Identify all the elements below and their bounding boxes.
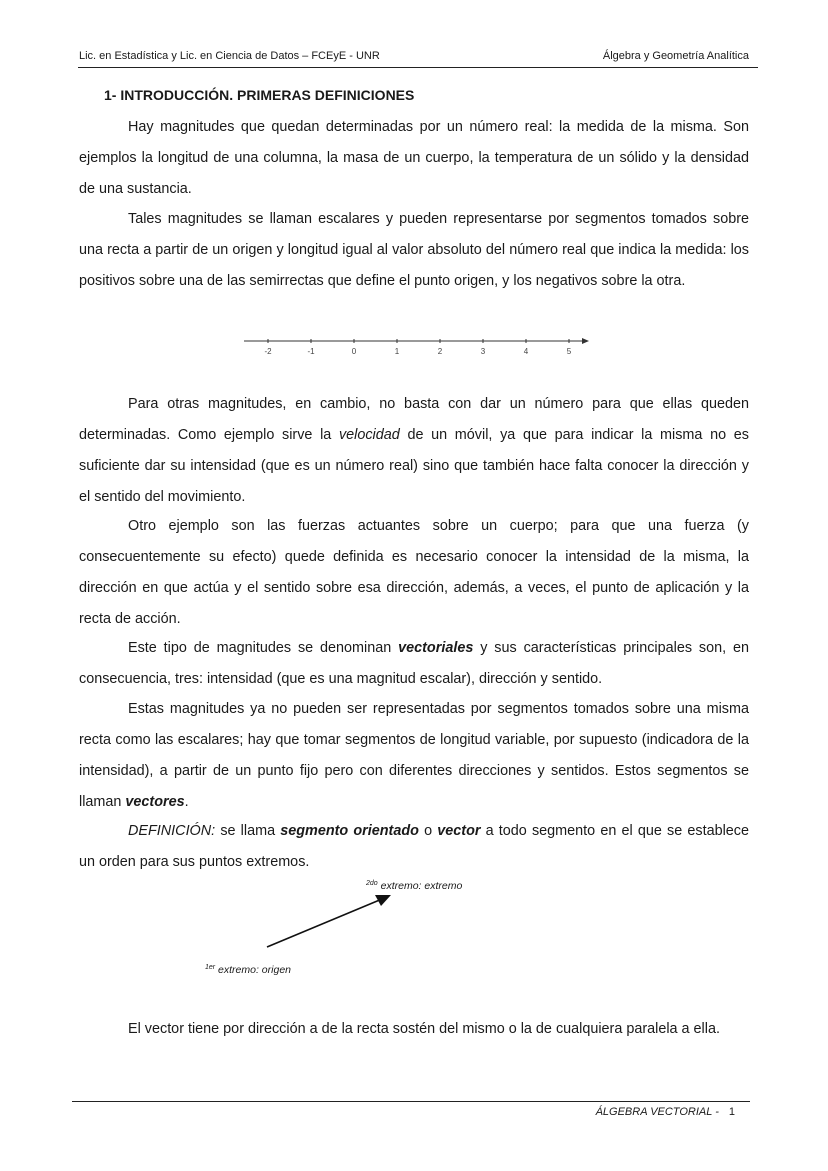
- vector-start-label-text: extremo: origen: [215, 964, 291, 976]
- paragraph-5-text-a: Este tipo de magnitudes se denominan: [128, 640, 399, 656]
- paragraph-3-text-b: de un móvil, ya que para indicar la misma no es suficiente dar su intensidad (que es un número real) sino que también hace falta conocer la dirección y el sentido del movimiento.: [79, 427, 749, 505]
- paragraph-5-text-b: y sus características principales son, en consecuencia, tres: intensidad (que es una magnitud escalar), dirección y sentido.: [79, 640, 749, 687]
- number-line-tick-label: -2: [264, 347, 272, 356]
- paragraph-definition: [79, 816, 749, 878]
- number-line-tick-label: 1: [394, 347, 400, 356]
- definition-text-c: a todo segmento en el que se establece un orden para sus puntos extremos.: [79, 823, 749, 870]
- number-line-tick-label: 4: [523, 347, 529, 356]
- header-right: Álgebra y Geometría Analítica: [602, 50, 749, 62]
- paragraph-3: [79, 389, 749, 513]
- paragraph-3-emphasis: velocidad: [338, 427, 400, 443]
- number-line-figure: [240, 333, 594, 359]
- paragraph-5: [79, 633, 749, 695]
- number-line-tick-label: -1: [307, 347, 315, 356]
- vector-segment: [267, 899, 382, 947]
- header-rule: [78, 67, 758, 68]
- number-line-tick-label: 2: [437, 347, 443, 356]
- vector-end-label-text: extremo: extremo: [377, 880, 463, 892]
- section-title: 1- INTRODUCCIÓN. PRIMERAS DEFINICIONES: [104, 87, 415, 103]
- definition-term-1: segmento orientado: [280, 823, 419, 839]
- header-left: Lic. en Estadística y Lic. en Ciencia de Datos – FCEyE - UNR: [79, 50, 380, 62]
- paragraph-2: Tales magnitudes se llaman escalares y pueden representarse por segmentos tomados sobre una recta a partir de un origen y longitud igual al valor absoluto del número real que indica la medida: los positivos sobre una de las semirrectas que define el punto origen, y los negativos sobre la otra.: [79, 211, 749, 289]
- vector-start-label-superscript: 1er: [205, 964, 216, 971]
- paragraph-6-text-b: .: [184, 794, 189, 810]
- footer-title: ÁLGEBRA VECTORIAL -: [595, 1106, 719, 1118]
- vector-end-label: [366, 880, 462, 892]
- vector-end-label-superscript: 2do: [366, 880, 378, 887]
- number-line-ticks: [264, 339, 571, 356]
- vector-start-label: [205, 964, 291, 976]
- paragraph-4: Otro ejemplo son las fuerzas actuantes sobre un cuerpo; para que una fuerza (y consecuentemente su efecto) quede definida es necesario conocer la intensidad de la misma, la dirección en que actúa y el sentido sobre esa dirección, además, a veces, el punto de aplicación y la recta de acción.: [79, 518, 749, 627]
- number-line-tick-label: 5: [566, 347, 572, 356]
- number-line-tick-label: 0: [351, 347, 357, 356]
- footer-rule: [72, 1101, 750, 1102]
- paragraph-5-emphasis: vectoriales: [398, 640, 474, 656]
- number-line-tick-label: 3: [480, 347, 486, 356]
- paragraph-1: Hay magnitudes que quedan determinadas por un número real: la medida de la misma. Son ejemplos la longitud de una columna, la masa de un cuerpo, la temperatura de un sólido y la densidad de una sustancia.: [79, 119, 749, 197]
- definition-text-a: se llama: [215, 823, 281, 839]
- definition-term-2: vector: [437, 823, 481, 839]
- running-header: [79, 50, 749, 66]
- paragraph-6-text-a: Estas magnitudes ya no pueden ser representadas por segmentos tomados sobre una misma recta como las escalares; hay que tomar segmentos de longitud variable, por supuesto (indicadora de la intensidad), a partir de un punto fijo pero con diferentes direcciones y sentidos. Estos segmentos se llaman: [79, 701, 749, 810]
- number-line-arrowhead: [582, 338, 589, 344]
- vector-arrow-figure: [260, 890, 400, 954]
- running-footer: [596, 1106, 735, 1118]
- paragraph-6: [79, 694, 749, 818]
- page-number: 1: [728, 1106, 735, 1118]
- paragraph-3-text-a: Para otras magnitudes, en cambio, no basta con dar un número para que ellas queden determinadas. Como ejemplo sirve la: [79, 396, 749, 443]
- paragraph-8: El vector tiene por dirección a de la recta sostén del mismo o la de cualquiera paralela a ella.: [128, 1021, 720, 1037]
- definition-text-b: o: [418, 823, 438, 839]
- definition-label: DEFINICIÓN:: [128, 823, 216, 839]
- paragraph-6-emphasis: vectores: [125, 794, 185, 810]
